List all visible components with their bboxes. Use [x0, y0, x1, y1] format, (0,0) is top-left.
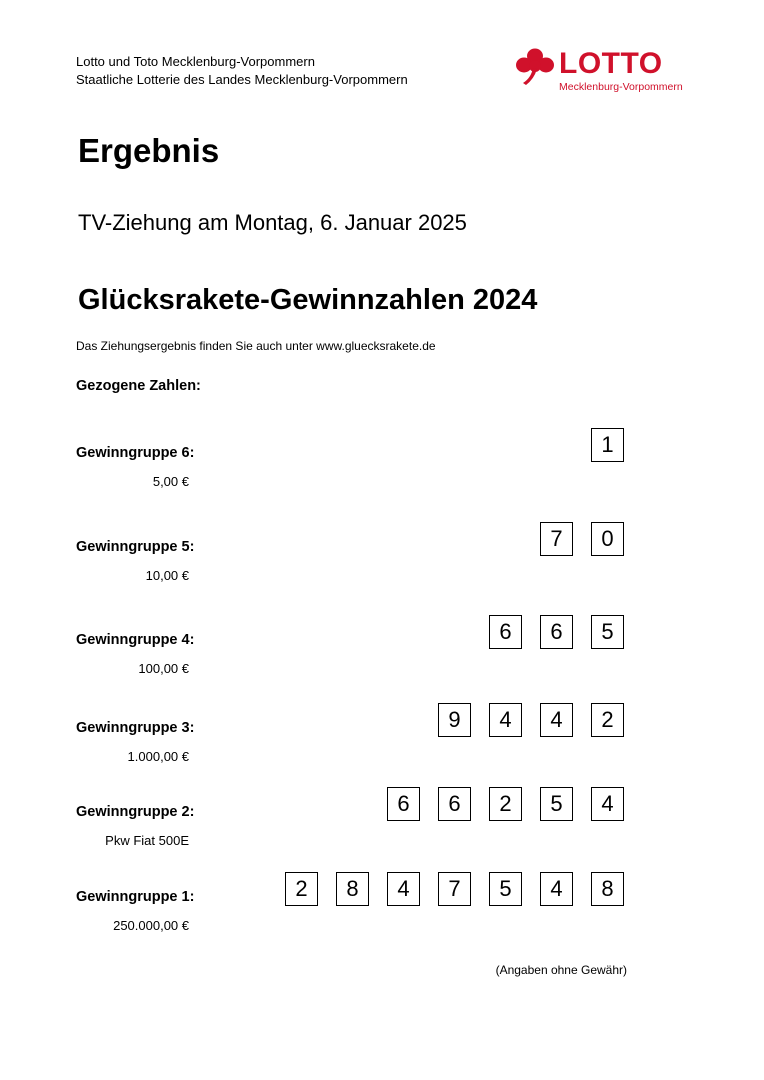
digit-box: 8: [591, 872, 624, 906]
group-label: Gewinngruppe 1:: [76, 889, 195, 905]
digit-box: 2: [285, 872, 318, 906]
digit-box: 6: [489, 615, 522, 649]
clover-icon: [513, 46, 557, 86]
section-title: Glücksrakete-Gewinnzahlen 2024: [78, 284, 538, 316]
digit-box: 4: [387, 872, 420, 906]
lotto-logo: [513, 46, 693, 96]
winning-group: [0, 428, 764, 508]
digit-box: 1: [591, 428, 624, 462]
winning-group: [0, 703, 764, 783]
winning-digits: [489, 615, 624, 649]
group-label: Gewinngruppe 3:: [76, 720, 195, 736]
page-title: Ergebnis: [78, 132, 220, 169]
group-prize: 100,00 €: [138, 661, 189, 676]
winning-digits: [591, 428, 624, 462]
digit-box: 0: [591, 522, 624, 556]
digit-box: 4: [489, 703, 522, 737]
winning-group: [0, 615, 764, 695]
winning-digits: [285, 872, 624, 906]
digit-box: 5: [540, 787, 573, 821]
digit-box: 6: [387, 787, 420, 821]
digit-box: 8: [336, 872, 369, 906]
digit-box: 7: [438, 872, 471, 906]
digit-box: 9: [438, 703, 471, 737]
group-prize: 1.000,00 €: [127, 749, 189, 764]
organization-header: [76, 53, 408, 89]
winning-digits: [387, 787, 624, 821]
logo-region: Mecklenburg-Vorpommern: [559, 81, 683, 93]
digit-box: 2: [591, 703, 624, 737]
group-prize: 250.000,00 €: [113, 918, 189, 933]
group-prize: Pkw Fiat 500E: [105, 833, 189, 848]
digit-box: 4: [540, 703, 573, 737]
digit-box: 4: [540, 872, 573, 906]
group-label: Gewinngruppe 5:: [76, 539, 195, 555]
winning-group: [0, 522, 764, 602]
digit-box: 6: [540, 615, 573, 649]
digit-box: 4: [591, 787, 624, 821]
winning-digits: [438, 703, 624, 737]
drawn-numbers-label: Gezogene Zahlen:: [76, 378, 201, 394]
digit-box: 5: [489, 872, 522, 906]
org-description: Staatliche Lotterie des Landes Mecklenburg-Vorpommern: [76, 72, 408, 87]
digit-box: 2: [489, 787, 522, 821]
digit-box: 7: [540, 522, 573, 556]
digit-box: 6: [438, 787, 471, 821]
winning-digits: [540, 522, 624, 556]
group-prize: 5,00 €: [152, 474, 189, 489]
digit-box: 5: [591, 615, 624, 649]
group-label: Gewinngruppe 2:: [76, 804, 195, 820]
draw-date: TV-Ziehung am Montag, 6. Januar 2025: [78, 210, 467, 235]
logo-wordmark: LOTTO: [559, 47, 663, 80]
group-label: Gewinngruppe 6:: [76, 445, 195, 461]
disclaimer: (Angaben ohne Gewähr): [495, 963, 627, 977]
winning-group: [0, 787, 764, 867]
group-prize: 10,00 €: [145, 568, 189, 583]
org-name: Lotto und Toto Mecklenburg-Vorpommern: [76, 54, 315, 69]
website-note: Das Ziehungsergebnis finden Sie auch unter www.gluecksrakete.de: [76, 339, 436, 353]
group-label: Gewinngruppe 4:: [76, 632, 195, 648]
winning-group: [0, 872, 764, 952]
